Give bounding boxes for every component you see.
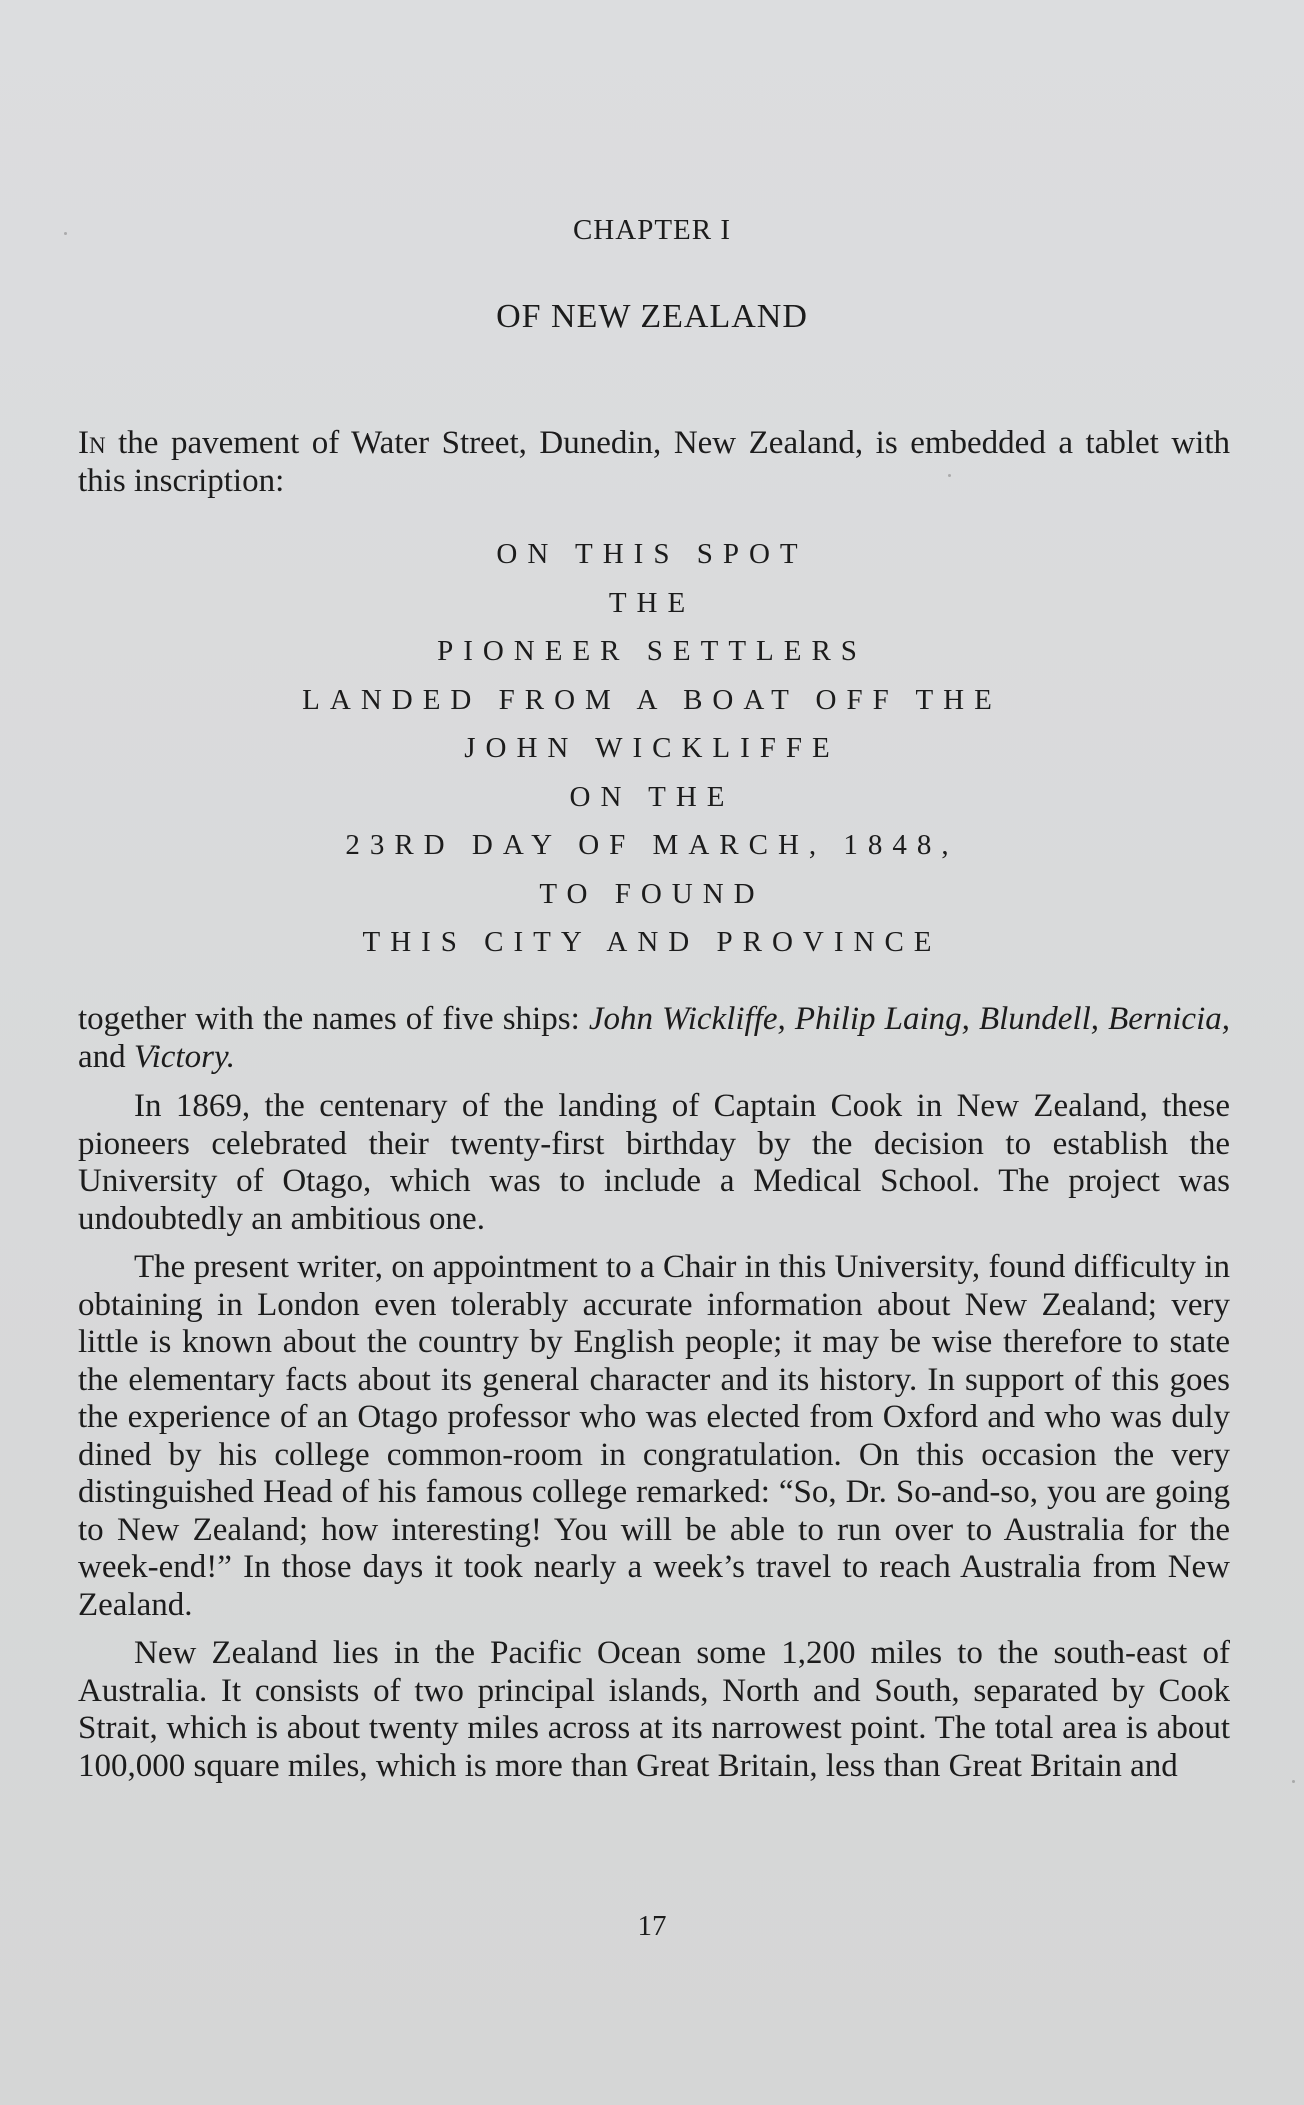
inscription-line: ON THIS SPOT xyxy=(496,538,808,570)
page-number: 17 xyxy=(637,1910,667,1942)
ships-prefix: together with the names of five ships: xyxy=(78,1001,589,1037)
paper-speck xyxy=(64,232,67,235)
intro-paragraph-block xyxy=(78,425,1230,500)
tablet-inscription xyxy=(0,534,1304,971)
ships-last-name: Victory. xyxy=(133,1038,236,1075)
body-paragraph: The present writer, on appointment to a Chair in this University, found difficulty in obtaining in London even tolerably accurate information about New Zealand; very little is known about the country by English people; it may be wise therefore to state the elementary facts about its general character and its history. In support of this goes the experience of an Otago professor who was elected from Oxford and who was duly dined by his college common-room in congratulation. On this occasion the very distinguished Head of his famous college remarked: “So, Dr. So-and-so, you are going to New Zealand; how interesting! You will be able to run over to Australia for the week-end!” In those days it took nearly a week’s travel to reach Australia from New Zealand. xyxy=(78,1249,1230,1623)
chapter-number: CHAPTER I xyxy=(572,214,732,246)
intro-lead-word: In xyxy=(78,425,106,461)
inscription-line: LANDED FROM A BOAT OFF THE xyxy=(302,683,1002,716)
body-text-block xyxy=(78,1001,1230,1785)
ships-names: John Wickliffe, Philip Laing, Blundell, Bernicia, xyxy=(588,1001,1230,1037)
body-paragraph: New Zealand lies in the Pacific Ocean some 1,200 miles to the south-east of Australia. It consists of two principal islands, North and South, separated by Cook Strait, which is about twenty miles across at its narrowest point. The total area is about 100,000 square miles, which is more than Great Britain, less than Great Britain and xyxy=(78,1635,1230,1784)
inscription-line: THIS CITY AND PROVINCE xyxy=(362,926,942,958)
ships-paragraph xyxy=(78,1001,1230,1076)
chapter-title: OF NEW ZEALAND xyxy=(496,298,808,335)
inscription-line: ON THE xyxy=(569,780,735,813)
ships-and: and xyxy=(78,1038,134,1075)
inscription-line: 23RD DAY OF MARCH, 1848, xyxy=(345,829,959,861)
intro-paragraph xyxy=(78,425,1230,500)
inscription-line: TO FOUND xyxy=(539,877,765,910)
intro-text: the pavement of Water Street, Dunedin, New Zealand, is embedded a tablet with this inscription: xyxy=(78,425,1230,499)
paper-speck xyxy=(948,474,951,477)
inscription-line: JOHN WICKLIFFE xyxy=(464,732,840,764)
paper-speck xyxy=(1292,1780,1295,1783)
body-paragraph: In 1869, the centenary of the landing of Captain Cook in New Zealand, these pioneers celebrated their twenty-first birthday by the decision to establish the University of Otago, which was to include a Medical School. The project was undoubtedly an ambitious one. xyxy=(78,1088,1230,1237)
inscription-line: PIONEER SETTLERS xyxy=(437,635,867,667)
inscription-line: THE xyxy=(608,586,696,619)
